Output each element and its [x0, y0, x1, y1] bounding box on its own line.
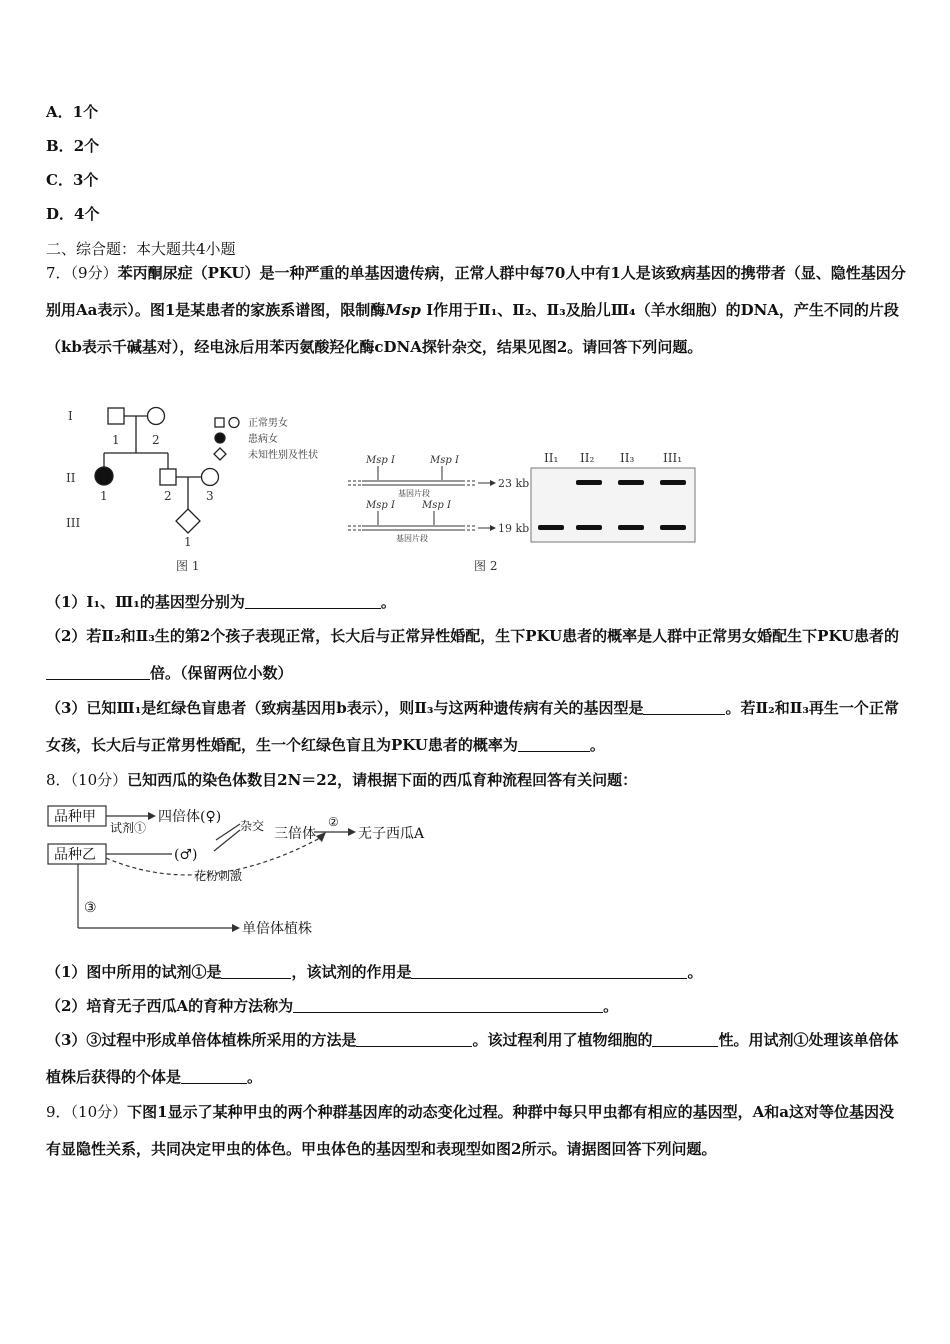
legend-label: 正常男女 [248, 418, 288, 429]
lane-label: II₂ [580, 451, 595, 465]
generation-label: III [66, 516, 81, 530]
generation-label: I [68, 409, 73, 423]
option-text: 2个 [73, 137, 100, 155]
individual-label: 2 [152, 433, 160, 447]
gel-band [660, 480, 686, 485]
pedigree-I1-male [108, 408, 124, 424]
q9-number: 9．（10分） [46, 1103, 128, 1121]
enzyme-label: Msp I [422, 500, 451, 511]
option-c [46, 170, 98, 190]
legend-label: 患病女 [248, 434, 278, 445]
pollen-stimulation-label: 花粉刺激 [194, 869, 243, 883]
answer-blank[interactable] [181, 1067, 247, 1084]
haploid-label: 单倍体植株 [242, 921, 312, 937]
q8-sub1: （1）图中所用的试剂①是 ，该试剂的作用是 。 [46, 963, 703, 981]
lane-label: II₁ [544, 451, 559, 465]
option-text: 4个 [74, 205, 100, 223]
tetraploid-label: 四倍体(♀) [158, 809, 222, 825]
pedigree-II1-affected-female [95, 467, 113, 485]
q8-number: 8．（10分） [46, 771, 128, 789]
option-d [46, 204, 99, 224]
figure-caption: 图 1 [176, 559, 200, 573]
variety-b-label: 品种乙 [54, 847, 96, 863]
lane-label: II₃ [620, 451, 635, 465]
seedless-watermelon-label: 无子西瓜A [358, 826, 425, 842]
option-b [46, 136, 99, 156]
answer-blank[interactable] [46, 663, 150, 680]
size-label: 23 kb [498, 477, 530, 490]
option-letter: C． [46, 171, 73, 189]
fragment-label: 基因片段 [398, 489, 430, 498]
gel-band [618, 480, 644, 485]
q7-sub2: （2）若Ⅱ₂和Ⅱ₃生的第2个孩子表现正常，长大后与正常异性婚配，生下PKU患者的概率是人群中正常男女婚配生下PKU患者的倍。（保留两位小数） [46, 627, 900, 682]
fragment-label: 基因片段 [396, 534, 428, 543]
option-text: 3个 [72, 171, 99, 189]
pedigree-II3-female [202, 469, 219, 486]
q7-intro: 7．（9分）苯丙酮尿症（PKU）是一种严重的单基因遗传病，正常人群中每70人中有1人是该致病基因的携带者（显、隐性基因分别用Aa表示）。图1是某患者的家族系谱图，限制酶Msp I作用于Ⅱ₁、Ⅱ₂、Ⅱ₃及胎儿Ⅲ₄（羊水细胞）的DNA，产生不同的片段（kb表示千碱基对），经电泳后用苯丙氨酸羟化酶cDNA探针杂交，结果见图2。请回答下列问题。 [46, 264, 906, 356]
electrophoresis-figure [340, 444, 700, 580]
answer-blank[interactable] [652, 1030, 718, 1047]
gel-band [576, 525, 602, 530]
male-label: (♂) [174, 847, 198, 863]
generation-label: II [66, 471, 76, 485]
gel-panel [531, 468, 695, 542]
cross-label: 杂交 [240, 819, 265, 833]
option-text: 1个 [72, 103, 99, 121]
option-letter: A． [46, 103, 73, 121]
individual-label: 1 [100, 489, 108, 503]
breeding-flowchart [44, 800, 444, 942]
option-letter: B． [46, 137, 74, 155]
gel-band [660, 525, 686, 530]
answer-blank[interactable] [356, 1030, 472, 1047]
legend-label: 未知性别及性状 [248, 450, 318, 461]
q8-sub2: （2）培育无子西瓜A的育种方法称为 。 [46, 997, 619, 1015]
answer-blank[interactable] [643, 698, 725, 715]
answer-blank[interactable] [245, 592, 381, 609]
pedigree-figure [60, 400, 320, 580]
individual-label: 2 [164, 489, 172, 503]
gel-band [538, 525, 564, 530]
individual-label: 3 [206, 489, 214, 503]
answer-blank[interactable] [518, 735, 590, 752]
step2-label: ② [328, 815, 339, 829]
triploid-label: 三倍体 [274, 826, 316, 842]
gel-band [576, 480, 602, 485]
reagent-label: 试剂① [110, 821, 147, 835]
answer-blank[interactable] [221, 962, 291, 979]
answer-blank[interactable] [293, 996, 603, 1013]
answer-blank[interactable] [411, 962, 687, 979]
section-title: 二、综合题：本大题共4小题 [46, 240, 236, 258]
q8-sub3: （3）③过程中形成单倍体植株所采用的方法是 。该过程利用了植物细胞的 性。用试剂①处理该单倍体植株后获得的个体是 。 [46, 1031, 899, 1086]
q9-intro: 9．（10分）下图1显示了某种甲虫的两个种群基因库的动态变化过程。种群中每只甲虫都有相应的基因型，A和a这对等位基因没有显隐性关系，共同决定甲虫的体色。甲虫体色的基因型和表现型如图2所示。请据图回答下列问题。 [46, 1103, 894, 1158]
individual-label: 1 [112, 433, 120, 447]
step3-label: ③ [84, 900, 97, 916]
pedigree-I2-female [148, 408, 165, 425]
enzyme-label: Msp I [430, 455, 459, 466]
option-letter: D． [46, 205, 75, 223]
q7-sub1: （1）I₁、Ⅲ₁的基因型分别为 。 [46, 593, 396, 611]
gel-band [618, 525, 644, 530]
pedigree-II2-male [160, 469, 176, 485]
enzyme-label: Msp I [366, 455, 395, 466]
q7-number: 7．（9分） [46, 264, 118, 282]
size-label: 19 kb [498, 522, 530, 535]
pedigree-III1-unknown [176, 509, 200, 533]
q7-sub3: （3）已知Ⅲ₁是红绿色盲患者（致病基因用b表示），则Ⅱ₃与这两种遗传病有关的基因型是 。若Ⅱ₂和Ⅱ₃再生一个正常女孩，长大后与正常男性婚配，生一个红绿色盲且为PKU患者的概率为 。 [46, 699, 899, 754]
option-a [46, 102, 98, 122]
enzyme-label: Msp I [366, 500, 395, 511]
variety-a-label: 品种甲 [54, 809, 96, 825]
q8-intro: 8．（10分）已知西瓜的染色体数目2N＝22，请根据下面的西瓜育种流程回答有关问题： [46, 771, 638, 789]
lane-label: III₁ [663, 451, 683, 465]
figure-caption: 图 2 [474, 559, 498, 573]
individual-label: 1 [184, 535, 192, 549]
